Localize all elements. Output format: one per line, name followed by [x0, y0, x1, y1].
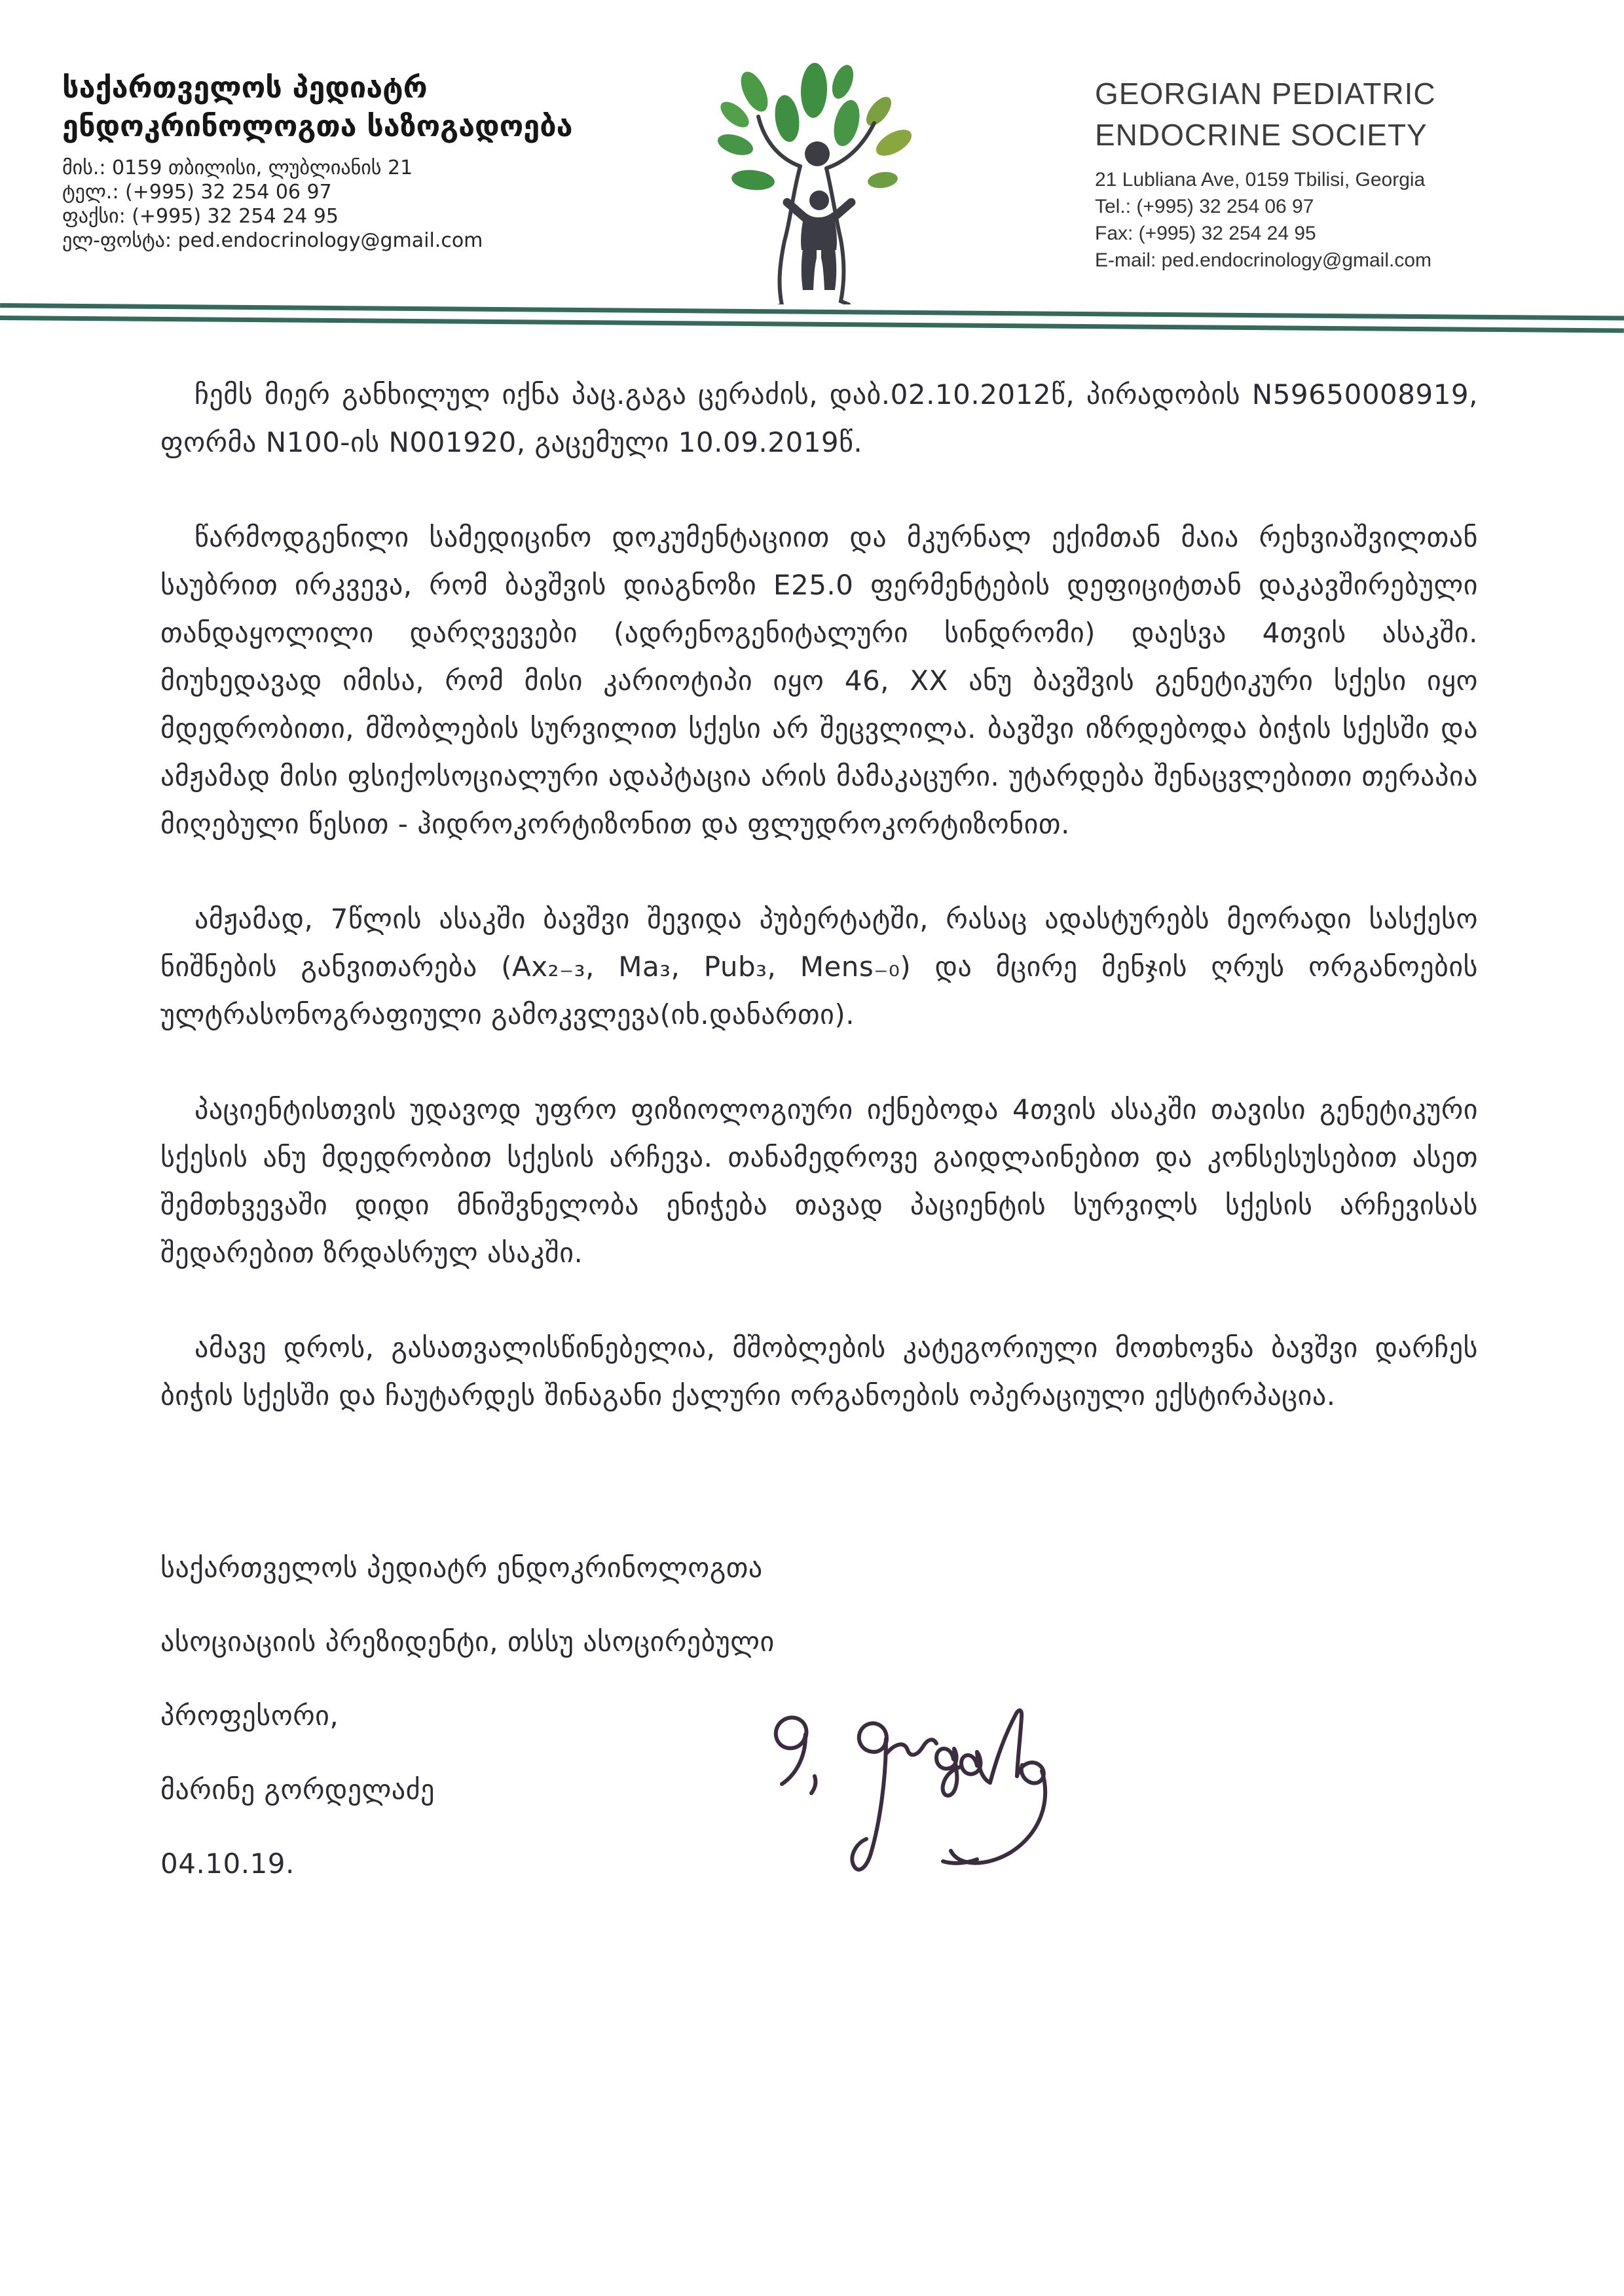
closing-org-line: საქართველოს პედიატრ ენდოკრინოლოგთა — [160, 1552, 763, 1584]
signature-ink-icon — [747, 1673, 1218, 1954]
tel-en: Tel.: (+995) 32 254 06 97 — [1095, 196, 1314, 217]
letter-body — [160, 371, 1478, 1467]
email-en: E-mail: ped.endocrinology@gmail.com — [1095, 249, 1432, 271]
address-en: 21 Lubliana Ave, 0159 Tbilisi, Georgia — [1095, 169, 1426, 191]
paragraph-diagnosis: წარმოდგენილი სამედიცინო დოკუმენტაციით და მკურნალ ექიმთან მაია რეხვიაშვილთან საუბრით ირკვევა, რომ ბავშვის დიაგნოზი E25.0 ფერმენტების დეფიციტთან დაკავშირებული თანდაყოლილი დარღვევები (ადრენოგენიტალური სინდრომი) დაესვა 4თვის ასაკში. მიუხედავად იმისა, რომ მისი კარიოტიპი იყო 46, XX ანუ ბავშვის გენეტიკური სქესი იყო მდედრობითი, მშობლების სურვილით სქესი არ შეცვლილა. ბავშვი იზრდებოდა ბიჭის სქესში და ამჟამად მისი ფსიქოსოციალური ადაპტაცია არის მამაკაცური. უტარდება შენაცვლებითი თერაპია მიღებული წესით - ჰიდროკორტიზონით და ფლუდროკორტიზონით. — [160, 521, 1478, 840]
adult-figure — [758, 117, 874, 304]
handwritten-signature — [747, 1673, 1218, 1954]
tree-figures-logo-icon — [674, 46, 923, 304]
org-title-ka-line1: საქართველოს პედიატრ — [62, 70, 428, 105]
tel-ka: ტელ.: (+995) 32 254 06 97 — [62, 181, 332, 204]
paragraph-puberty: ამჟამად, 7წლის ასაკში ბავშვი შევიდა პუბერტატში, რასაც ადასტურებს მეორადი სასქესო ნიშნების განვითარება (Ax₂₋₃, Ma₃, Pub₃, Mens₋₀) და მცირე მენჯის ღრუს ორგანოების ულტრასონოგრაფიული გამოკვლევა(იხ.დანართი). — [160, 903, 1478, 1030]
closing-role-line: ასოციაციის პრეზიდენტი, თსსუ ასოცირებული — [160, 1626, 775, 1658]
closing-professor-line: პროფესორი, — [160, 1700, 339, 1732]
society-logo — [674, 46, 923, 304]
letterhead-english — [1095, 73, 1593, 274]
org-title-en-line2: ENDOCRINE SOCIETY — [1095, 118, 1428, 152]
org-title-ka-line2: ენდოკრინოლოგთა საზოგადოება — [62, 109, 573, 143]
address-ka: მის.: 0159 თბილისი, ლუბლიანის 21 — [62, 156, 413, 179]
letterhead-divider — [0, 303, 1624, 333]
org-title-en-line1: GEORGIAN PEDIATRIC — [1095, 77, 1436, 111]
letter-date: 04.10.19. — [160, 1848, 295, 1880]
paragraph-parents-request: ამავე დროს, გასათვალისწინებელია, მშობლების კატეგორიული მოთხოვნა ბავშვი დარჩეს ბიჭის სქესში და ჩაუტარდეს შინაგანი ქალური ორგანოების ოპერაციული ექსტირპაცია. — [160, 1332, 1478, 1412]
logo-leaves — [715, 62, 915, 192]
letterhead-georgian — [62, 68, 638, 253]
signer-name: მარინე გორდელაძე — [160, 1774, 435, 1806]
paragraph-recommendation: პაციენტისთვის უდავოდ უფრო ფიზიოლოგიური იქნებოდა 4თვის ასაკში თავისი გენეტიკური სქესის ანუ მდედრობით სქესის არჩევა. თანამედროვე გაიდლაინებით და კონსესუსებით ასეთ შემთხვევაში დიდი მნიშვნელობა ენიჭება თავად პაციენტის სურვილს სქესის არჩევისას შედარებით ზრდასრულ ასაკში. — [160, 1093, 1478, 1269]
fax-en: Fax: (+995) 32 254 24 95 — [1095, 223, 1316, 244]
email-ka: ელ-ფოსტა: ped.endocrinology@gmail.com — [62, 229, 483, 252]
paragraph-patient-info: ჩემს მიერ განხილულ იქნა პაც.გაგა ცერაძის, დაბ.02.10.2012წ, პირადობის N59650008919, ფორმა N100-ის N001920, გაცემული 10.09.2019წ. — [160, 378, 1478, 458]
fax-ka: ფაქსი: (+995) 32 254 24 95 — [62, 205, 339, 228]
